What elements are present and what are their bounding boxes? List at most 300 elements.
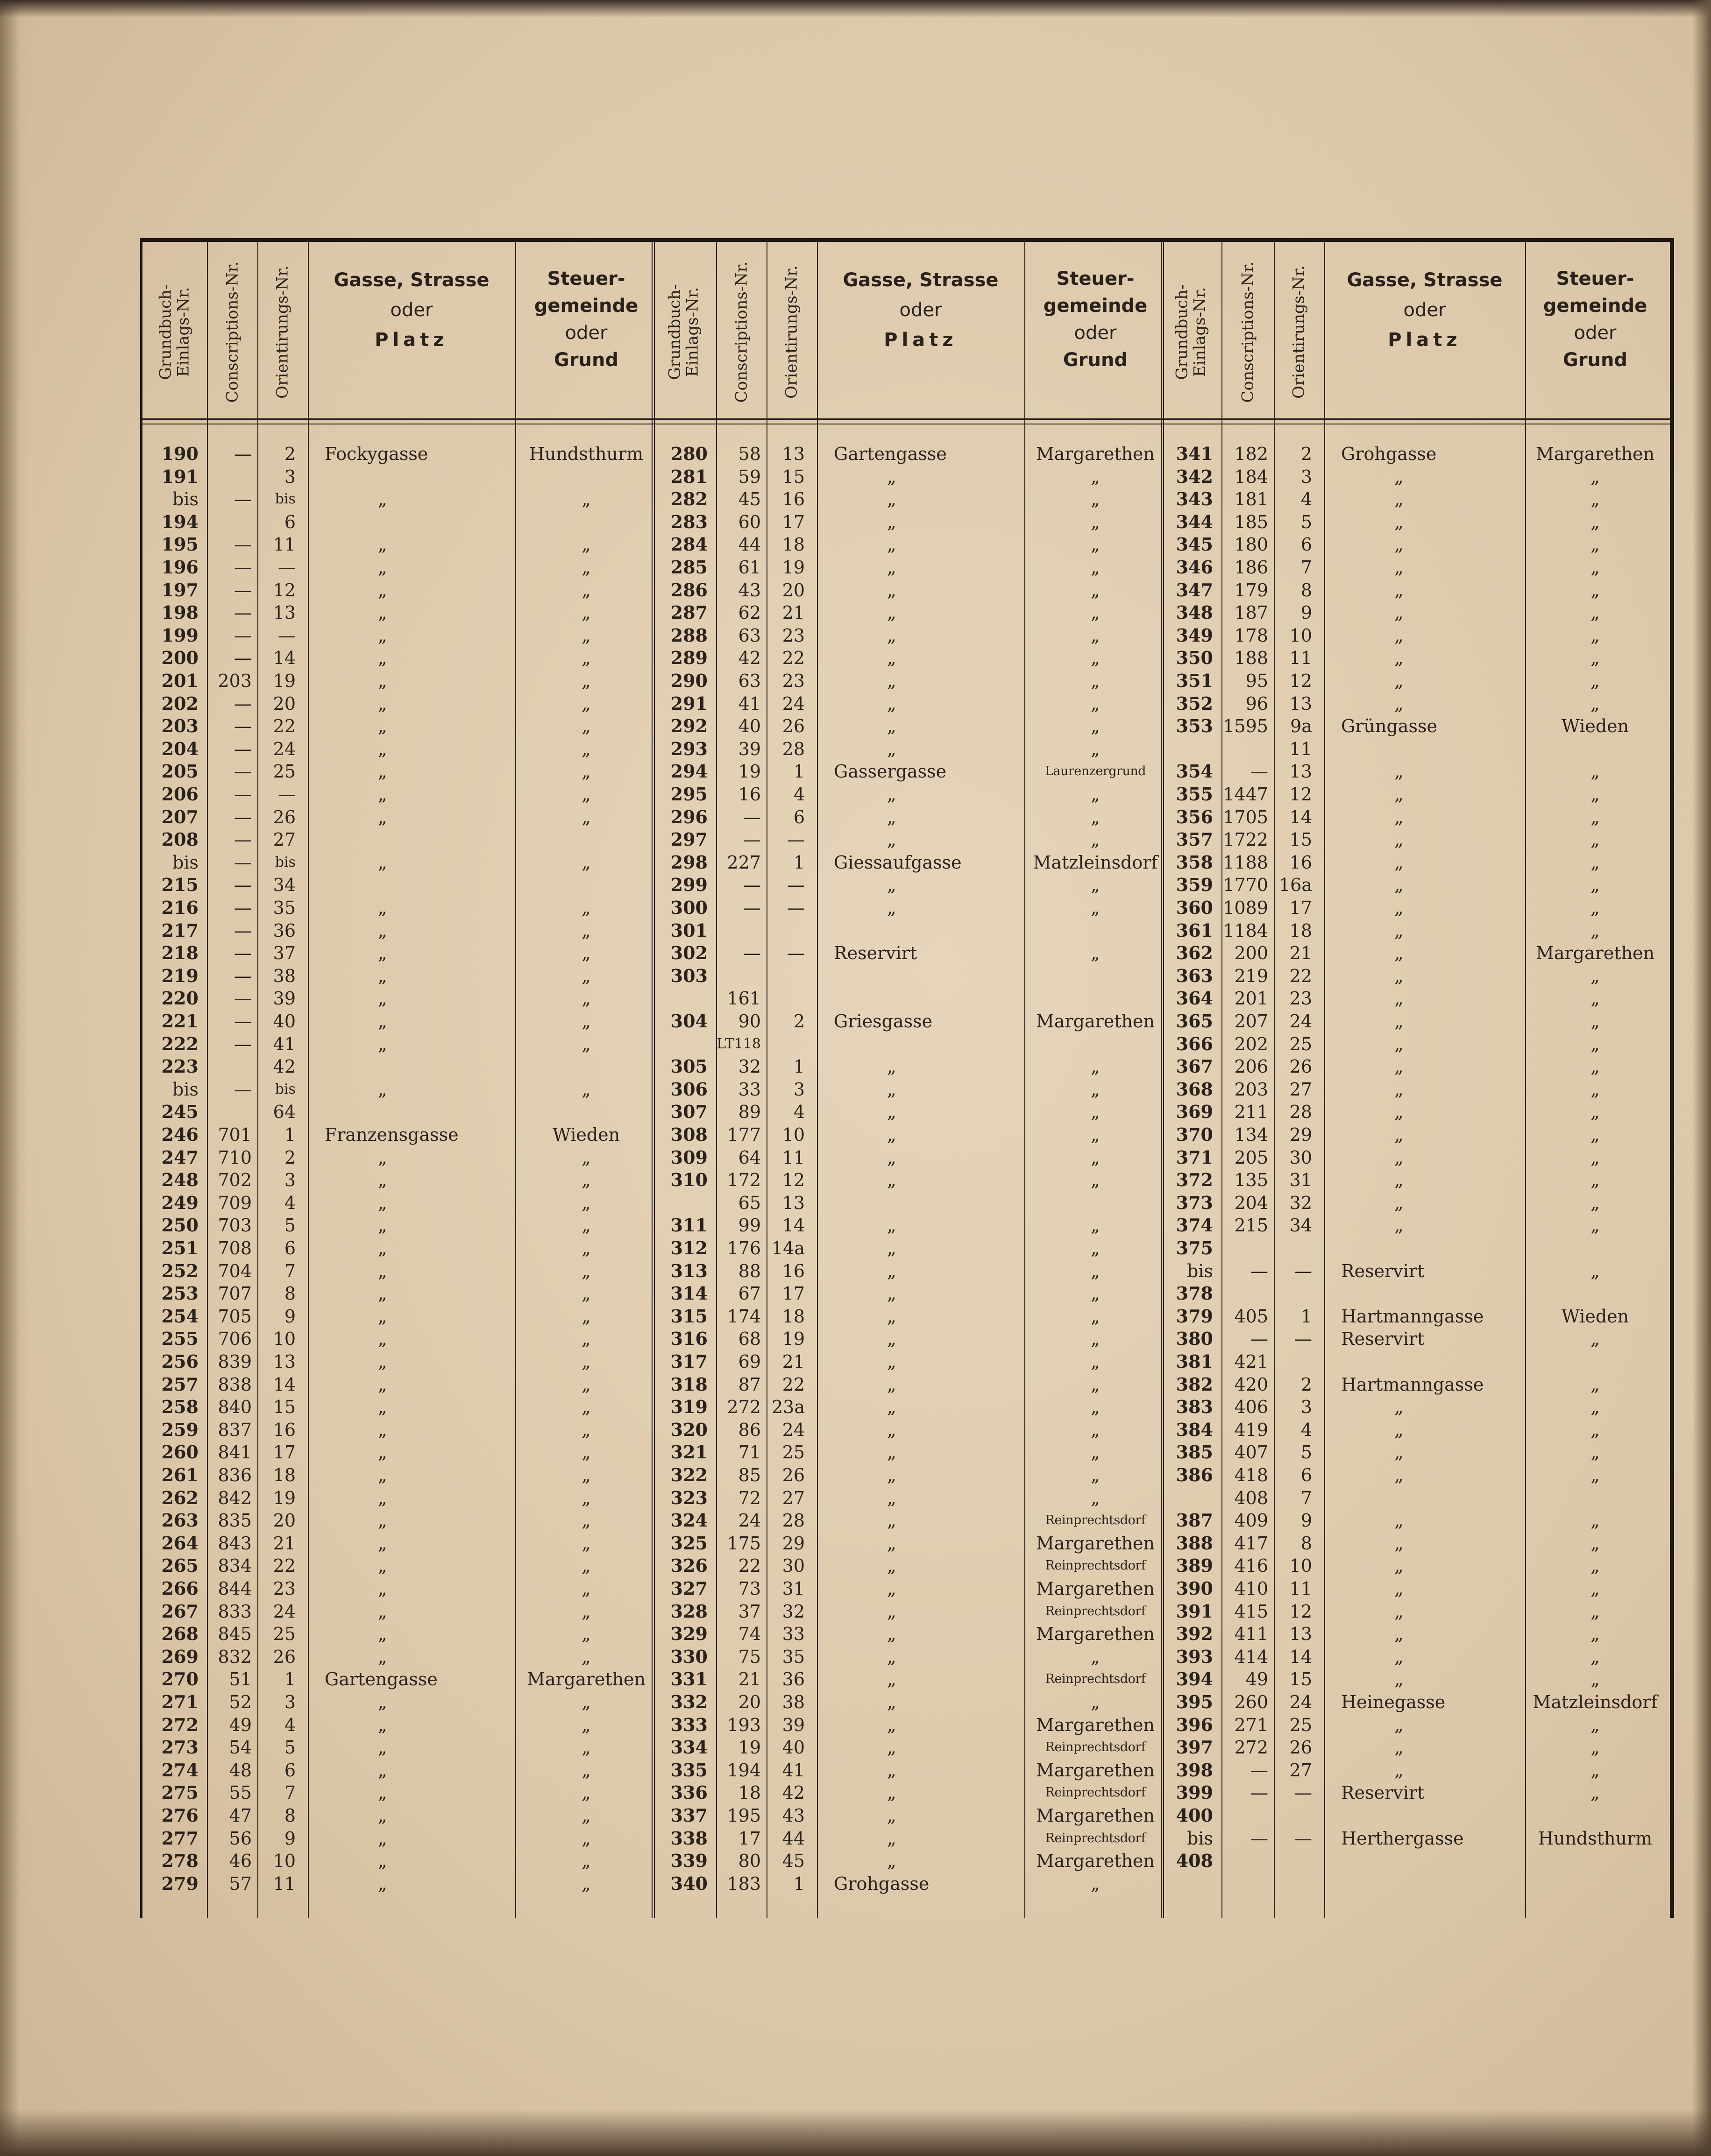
conscription-number: 186 xyxy=(1234,557,1268,578)
orientation-number: 35 xyxy=(782,1646,805,1667)
orientation-number: 15 xyxy=(782,466,805,487)
district-name: „ xyxy=(1091,1170,1100,1191)
street-name: „ xyxy=(378,943,387,964)
orientation-number: 24 xyxy=(273,1601,296,1622)
grundbuch-number: 191 xyxy=(161,466,199,487)
conscription-number: 415 xyxy=(1234,1601,1268,1622)
conscription-number: 195 xyxy=(727,1805,761,1826)
orientation-number: — xyxy=(787,898,805,918)
street-header-line: Gasse, Strasse xyxy=(334,269,490,291)
orientation-number: — xyxy=(1294,1782,1312,1803)
table-row xyxy=(142,556,1670,579)
orientation-number: 17 xyxy=(782,511,805,532)
conscription-number: 193 xyxy=(727,1714,761,1735)
district-name: „ xyxy=(1091,1306,1100,1327)
conscription-number: 185 xyxy=(1234,511,1268,532)
grundbuch-number: 317 xyxy=(670,1351,708,1372)
orientation-number: 1 xyxy=(284,1124,296,1145)
street-header xyxy=(308,265,515,355)
grundbuch-number: 266 xyxy=(161,1578,199,1599)
grundbuch-number: 348 xyxy=(1176,602,1213,623)
street-name: „ xyxy=(887,671,896,691)
district-name: „ xyxy=(582,943,591,964)
grundbuch-number: 288 xyxy=(670,624,708,646)
district-name: „ xyxy=(1590,1215,1600,1236)
grundbuch-number: 255 xyxy=(161,1328,199,1350)
grundbuch-number: 204 xyxy=(161,738,199,759)
street-name: „ xyxy=(1394,1215,1404,1236)
orientation-number: 11 xyxy=(782,1147,805,1168)
street-name: „ xyxy=(887,1374,896,1395)
conscription-number: 419 xyxy=(1234,1419,1268,1440)
grundbuch-number: 265 xyxy=(161,1555,199,1576)
bottom-edge-shadow xyxy=(0,2109,1711,2156)
street-name: „ xyxy=(1394,784,1404,805)
orientation-number: 13 xyxy=(273,602,296,623)
district-name: „ xyxy=(582,1487,591,1508)
district-name: „ xyxy=(1590,784,1600,805)
orientation-number: 9 xyxy=(1300,1510,1312,1531)
district-name: Reinprechtsdorf xyxy=(1045,1740,1146,1755)
conscription-number: 710 xyxy=(218,1147,252,1168)
conscription-number: 63 xyxy=(738,625,761,646)
grundbuch-number: 245 xyxy=(161,1101,199,1123)
orientation-number: 10 xyxy=(273,1329,296,1350)
orientation-number: 7 xyxy=(1300,557,1312,578)
orientation-number: 7 xyxy=(284,1782,296,1803)
orientation-number: 44 xyxy=(782,1828,805,1849)
district-name: „ xyxy=(1590,965,1600,986)
orientirungs-header xyxy=(257,247,308,417)
orientation-number: 3 xyxy=(284,1170,296,1191)
district-name: „ xyxy=(582,1533,591,1554)
conscription-number: 19 xyxy=(738,1737,761,1758)
district-name: „ xyxy=(1590,988,1600,1009)
district-name: „ xyxy=(582,1260,591,1281)
orientation-number: 43 xyxy=(782,1805,805,1826)
street-name: Giessaufgasse xyxy=(834,852,962,873)
street-name: „ xyxy=(1394,1079,1404,1100)
orientation-number: 4 xyxy=(284,1192,296,1213)
street-name: „ xyxy=(378,1374,387,1395)
conscription-number: 187 xyxy=(1234,602,1268,623)
table-row xyxy=(142,987,1670,1010)
grundbuch-number: 356 xyxy=(1176,806,1213,827)
grundbuch-number: 391 xyxy=(1176,1600,1213,1622)
table-row xyxy=(142,942,1670,964)
street-name: „ xyxy=(1394,625,1404,646)
grundbuch-number: 359 xyxy=(1176,874,1213,896)
street-name: „ xyxy=(1394,648,1404,669)
street-name: „ xyxy=(887,511,896,532)
table-row xyxy=(142,806,1670,828)
street-name: „ xyxy=(378,1079,387,1100)
district-name: Margarethen xyxy=(1036,1011,1155,1032)
district-name: „ xyxy=(1091,693,1100,714)
table-row xyxy=(142,1214,1670,1237)
district-name: „ xyxy=(1590,489,1600,510)
orientation-number: 25 xyxy=(782,1442,805,1463)
street-name: „ xyxy=(378,1737,387,1758)
district-name: „ xyxy=(1091,1646,1100,1667)
orientation-number: 25 xyxy=(273,761,296,782)
grundbuch-number: 198 xyxy=(161,602,199,623)
table-row xyxy=(142,624,1670,647)
street-name: „ xyxy=(378,1397,387,1418)
conscription-number: 414 xyxy=(1234,1646,1268,1667)
orientation-number: 19 xyxy=(782,557,805,578)
conscription-number: 1184 xyxy=(1223,920,1268,941)
conscription-number: — xyxy=(234,829,252,850)
conscription-number: 272 xyxy=(727,1397,761,1418)
grundbuch-number: 324 xyxy=(670,1510,708,1531)
district-name: „ xyxy=(1091,1124,1100,1145)
street-name: „ xyxy=(378,1306,387,1327)
orientation-number: 14 xyxy=(273,648,296,669)
orientation-number: 22 xyxy=(782,1374,805,1395)
district-name: „ xyxy=(582,988,591,1009)
grundbuch-header xyxy=(142,247,207,417)
conscription-number: 706 xyxy=(218,1329,252,1350)
conscription-number: 405 xyxy=(1234,1306,1268,1327)
grundbuch-number: 195 xyxy=(161,534,199,555)
conscription-number: 56 xyxy=(229,1828,252,1849)
district-name: „ xyxy=(1091,466,1100,487)
orientation-number: 36 xyxy=(273,920,296,941)
grundbuch-number: 360 xyxy=(1176,897,1213,918)
grundbuch-number: 290 xyxy=(670,670,708,691)
conscription-number: 62 xyxy=(738,602,761,623)
street-name: „ xyxy=(378,1260,387,1281)
conscription-number: 71 xyxy=(738,1442,761,1463)
orientation-number: 10 xyxy=(273,1851,296,1872)
table-row xyxy=(142,1328,1670,1350)
orientation-number: 18 xyxy=(1289,920,1312,941)
street-name: „ xyxy=(887,489,896,510)
conscription-number: 45 xyxy=(738,489,761,510)
grundbuch-number: 320 xyxy=(670,1419,708,1440)
orientation-number: — xyxy=(278,784,296,805)
grundbuch-number: 295 xyxy=(670,784,708,805)
street-name: „ xyxy=(887,1669,896,1690)
orientation-number: 4 xyxy=(284,1714,296,1735)
conscription-number: — xyxy=(743,898,761,918)
grundbuch-number: 390 xyxy=(1176,1578,1213,1599)
grundbuch-header-text: Grundbuch-Einlags-Nr. xyxy=(1173,284,1209,380)
grundbuch-number: 283 xyxy=(670,511,708,532)
grundbuch-number: 280 xyxy=(670,443,708,464)
conscription-number: 46 xyxy=(229,1851,252,1872)
grundbuch-number: 368 xyxy=(1176,1078,1213,1100)
street-name: „ xyxy=(887,648,896,669)
orientation-number: 12 xyxy=(1289,671,1312,691)
conscription-number: — xyxy=(234,1033,252,1054)
conscription-number: 204 xyxy=(1234,1192,1268,1213)
table-row xyxy=(142,1010,1670,1032)
grundbuch-number: 246 xyxy=(161,1124,199,1145)
grundbuch-number: 364 xyxy=(1176,988,1213,1009)
street-name: „ xyxy=(887,1805,896,1826)
district-name: „ xyxy=(1590,829,1600,850)
table-row xyxy=(142,828,1670,851)
district-name: „ xyxy=(1590,466,1600,487)
grundbuch-number: 319 xyxy=(670,1396,708,1418)
conscription-number: 65 xyxy=(738,1192,761,1213)
orientation-number: — xyxy=(1294,1828,1312,1849)
street-name: „ xyxy=(378,1828,387,1849)
district-name: Margarethen xyxy=(1036,1624,1155,1645)
table-row xyxy=(142,1509,1670,1532)
table-row xyxy=(142,715,1670,737)
grundbuch-number: bis xyxy=(1187,1260,1213,1281)
conscription-number: 42 xyxy=(738,648,761,669)
street-header-line: Platz xyxy=(1388,329,1462,351)
district-name: „ xyxy=(582,806,591,827)
conscription-number: 39 xyxy=(738,738,761,759)
conscription-number: — xyxy=(234,444,252,464)
grundbuch-number: 383 xyxy=(1176,1396,1213,1418)
grundbuch-number: 289 xyxy=(670,647,708,669)
orientation-number: 30 xyxy=(782,1555,805,1576)
grundbuch-number: 366 xyxy=(1176,1033,1213,1054)
street-name: „ xyxy=(1394,1760,1404,1781)
grundbuch-number: 365 xyxy=(1176,1011,1213,1032)
conscription-number: 205 xyxy=(1234,1147,1268,1168)
grundbuch-number: 334 xyxy=(670,1737,708,1758)
district-name: „ xyxy=(582,784,591,805)
district-name: „ xyxy=(582,1465,591,1485)
grundbuch-number: 297 xyxy=(670,829,708,850)
orientation-number: 12 xyxy=(273,580,296,601)
district-name: „ xyxy=(582,1442,591,1463)
grundbuch-number: 345 xyxy=(1176,534,1213,555)
orientation-number: 23 xyxy=(1289,988,1312,1009)
conscription-number: — xyxy=(234,625,252,646)
grundbuch-number: 388 xyxy=(1176,1532,1213,1554)
grundbuch-number: 328 xyxy=(670,1600,708,1622)
street-name: „ xyxy=(378,557,387,578)
district-name: „ xyxy=(1590,761,1600,782)
street-name: „ xyxy=(1394,1170,1404,1191)
grundbuch-number: 269 xyxy=(161,1646,199,1667)
orientation-number: 14 xyxy=(1289,1646,1312,1667)
conscription-number: — xyxy=(743,943,761,964)
street-name: „ xyxy=(1394,580,1404,601)
grundbuch-number: 259 xyxy=(161,1419,199,1440)
street-name: „ xyxy=(887,806,896,827)
conscription-number: 22 xyxy=(738,1555,761,1576)
district-name: „ xyxy=(1091,806,1100,827)
table-row xyxy=(142,1873,1670,1895)
street-name: „ xyxy=(378,489,387,510)
district-name: „ xyxy=(582,489,591,510)
orientation-number: — xyxy=(787,829,805,850)
street-header-line: oder xyxy=(899,299,942,321)
orientation-number: 21 xyxy=(1289,943,1312,964)
conscription-number: — xyxy=(1250,1260,1268,1281)
orientation-number: 35 xyxy=(273,898,296,918)
district-header-line: oder xyxy=(565,322,608,344)
orientation-number: 26 xyxy=(1289,1056,1312,1077)
district-name: „ xyxy=(1590,511,1600,532)
grundbuch-number: 261 xyxy=(161,1464,199,1485)
orientation-number: 18 xyxy=(782,1306,805,1327)
district-name: „ xyxy=(582,1170,591,1191)
district-header-line: oder xyxy=(1574,322,1617,344)
district-name: „ xyxy=(1091,1442,1100,1463)
district-name: „ xyxy=(1091,1079,1100,1100)
conscriptions-header xyxy=(1221,247,1274,417)
orientation-number: 11 xyxy=(273,1873,296,1894)
orientation-number: — xyxy=(278,625,296,646)
conscription-number: 41 xyxy=(738,693,761,714)
street-name: „ xyxy=(1394,1192,1404,1213)
grundbuch-number: 258 xyxy=(161,1396,199,1418)
grundbuch-number: bis xyxy=(1187,1828,1213,1849)
street-name: „ xyxy=(887,1215,896,1236)
conscription-number: — xyxy=(234,943,252,964)
register-table xyxy=(140,238,1674,1918)
grundbuch-number: 304 xyxy=(670,1011,708,1032)
grundbuch-number: 247 xyxy=(161,1146,199,1168)
table-row xyxy=(142,466,1670,488)
orientation-number: 1 xyxy=(793,1873,805,1894)
grundbuch-number: bis xyxy=(172,852,199,873)
district-name: „ xyxy=(1590,557,1600,578)
grundbuch-number: 199 xyxy=(161,624,199,646)
district-name: „ xyxy=(582,1760,591,1781)
district-name: „ xyxy=(1091,738,1100,759)
conscription-number: 844 xyxy=(218,1578,252,1599)
orientation-number: 9 xyxy=(284,1828,296,1849)
street-name: „ xyxy=(1394,1033,1404,1054)
table-row xyxy=(142,1759,1670,1781)
table-row xyxy=(142,1441,1670,1463)
conscription-number: 80 xyxy=(738,1851,761,1872)
orientation-number: — xyxy=(278,557,296,578)
district-name: „ xyxy=(1590,1102,1600,1123)
conscription-number: 1447 xyxy=(1223,784,1268,805)
street-name: „ xyxy=(378,693,387,714)
district-name: „ xyxy=(1091,1215,1100,1236)
street-name: „ xyxy=(378,1192,387,1213)
district-name: Reinprechtsdorf xyxy=(1045,1604,1146,1619)
district-name: Margarethen xyxy=(1036,1533,1155,1554)
conscription-number: 271 xyxy=(1234,1714,1268,1735)
street-name: „ xyxy=(887,1646,896,1667)
conscription-number: — xyxy=(234,1079,252,1100)
conscription-number: 95 xyxy=(1245,671,1268,691)
district-name: „ xyxy=(1590,1079,1600,1100)
orientation-number: 25 xyxy=(1289,1033,1312,1054)
street-header xyxy=(1324,265,1525,355)
grundbuch-number: 285 xyxy=(670,557,708,578)
conscription-number: — xyxy=(234,738,252,759)
street-name: Grohgasse xyxy=(834,1873,930,1894)
orientation-number: 24 xyxy=(1289,1692,1312,1712)
street-name: „ xyxy=(887,1283,896,1304)
street-name: „ xyxy=(378,1329,387,1350)
table-row xyxy=(142,1237,1670,1259)
orientation-number: 24 xyxy=(273,738,296,759)
conscription-number: 54 xyxy=(229,1737,252,1758)
grundbuch-number: 357 xyxy=(1176,829,1213,850)
street-name: „ xyxy=(1394,829,1404,850)
conscription-number: 417 xyxy=(1234,1533,1268,1554)
street-name: „ xyxy=(378,580,387,601)
street-name: Herthergasse xyxy=(1341,1828,1464,1849)
district-name: „ xyxy=(582,1851,591,1872)
grundbuch-number: 316 xyxy=(670,1328,708,1350)
conscriptions-header-text: Conscriptions-Nr. xyxy=(1238,261,1257,403)
conscription-number: 1089 xyxy=(1223,898,1268,918)
table-row xyxy=(142,443,1670,465)
street-name: „ xyxy=(1394,1578,1404,1599)
district-name: „ xyxy=(1091,534,1100,555)
grundbuch-number: 250 xyxy=(161,1215,199,1236)
district-name: Margarethen xyxy=(1535,444,1655,464)
conscription-number: 89 xyxy=(738,1102,761,1123)
orientation-number: 32 xyxy=(1289,1192,1312,1213)
grundbuch-number: bis xyxy=(172,489,199,510)
grundbuch-number: 257 xyxy=(161,1373,199,1395)
street-name: „ xyxy=(378,1782,387,1803)
district-name: „ xyxy=(582,1351,591,1372)
grundbuch-number: 372 xyxy=(1176,1169,1213,1191)
street-name: „ xyxy=(378,1624,387,1645)
conscriptions-header xyxy=(716,247,767,417)
street-name: „ xyxy=(887,1601,896,1622)
street-name: „ xyxy=(887,1442,896,1463)
orientation-number: 27 xyxy=(782,1487,805,1508)
street-name: „ xyxy=(1394,1442,1404,1463)
street-name: „ xyxy=(887,602,896,623)
district-header xyxy=(515,265,657,374)
orientation-number: 18 xyxy=(782,534,805,555)
conscription-number: — xyxy=(234,580,252,601)
conscription-number: 178 xyxy=(1234,625,1268,646)
district-name: „ xyxy=(582,1147,591,1168)
conscription-number: 69 xyxy=(738,1351,761,1372)
conscription-number: — xyxy=(234,920,252,941)
orientation-number: 3 xyxy=(284,1692,296,1712)
grundbuch-number: 282 xyxy=(670,488,708,510)
street-name: „ xyxy=(887,1624,896,1645)
district-name: „ xyxy=(1091,1397,1100,1418)
district-name: „ xyxy=(1091,625,1100,646)
grundbuch-number: 308 xyxy=(670,1124,708,1145)
district-name: „ xyxy=(582,965,591,986)
district-name: „ xyxy=(1091,1147,1100,1168)
district-name: „ xyxy=(1590,648,1600,669)
grundbuch-number: 305 xyxy=(670,1056,708,1077)
conscription-number: 832 xyxy=(218,1646,252,1667)
conscription-number: 74 xyxy=(738,1624,761,1645)
street-name: „ xyxy=(378,1578,387,1599)
district-name: „ xyxy=(1590,852,1600,873)
district-name: „ xyxy=(1091,511,1100,532)
street-name: „ xyxy=(887,1510,896,1531)
grundbuch-number: 321 xyxy=(670,1442,708,1463)
grundbuch-number: 373 xyxy=(1176,1192,1213,1213)
conscription-number: 418 xyxy=(1234,1465,1268,1485)
district-name: „ xyxy=(582,1692,591,1712)
district-name: „ xyxy=(1091,829,1100,850)
grundbuch-number: 323 xyxy=(670,1487,708,1508)
orientation-number: 4 xyxy=(1300,1419,1312,1440)
grundbuch-number: 267 xyxy=(161,1600,199,1622)
conscription-number: 409 xyxy=(1234,1510,1268,1531)
